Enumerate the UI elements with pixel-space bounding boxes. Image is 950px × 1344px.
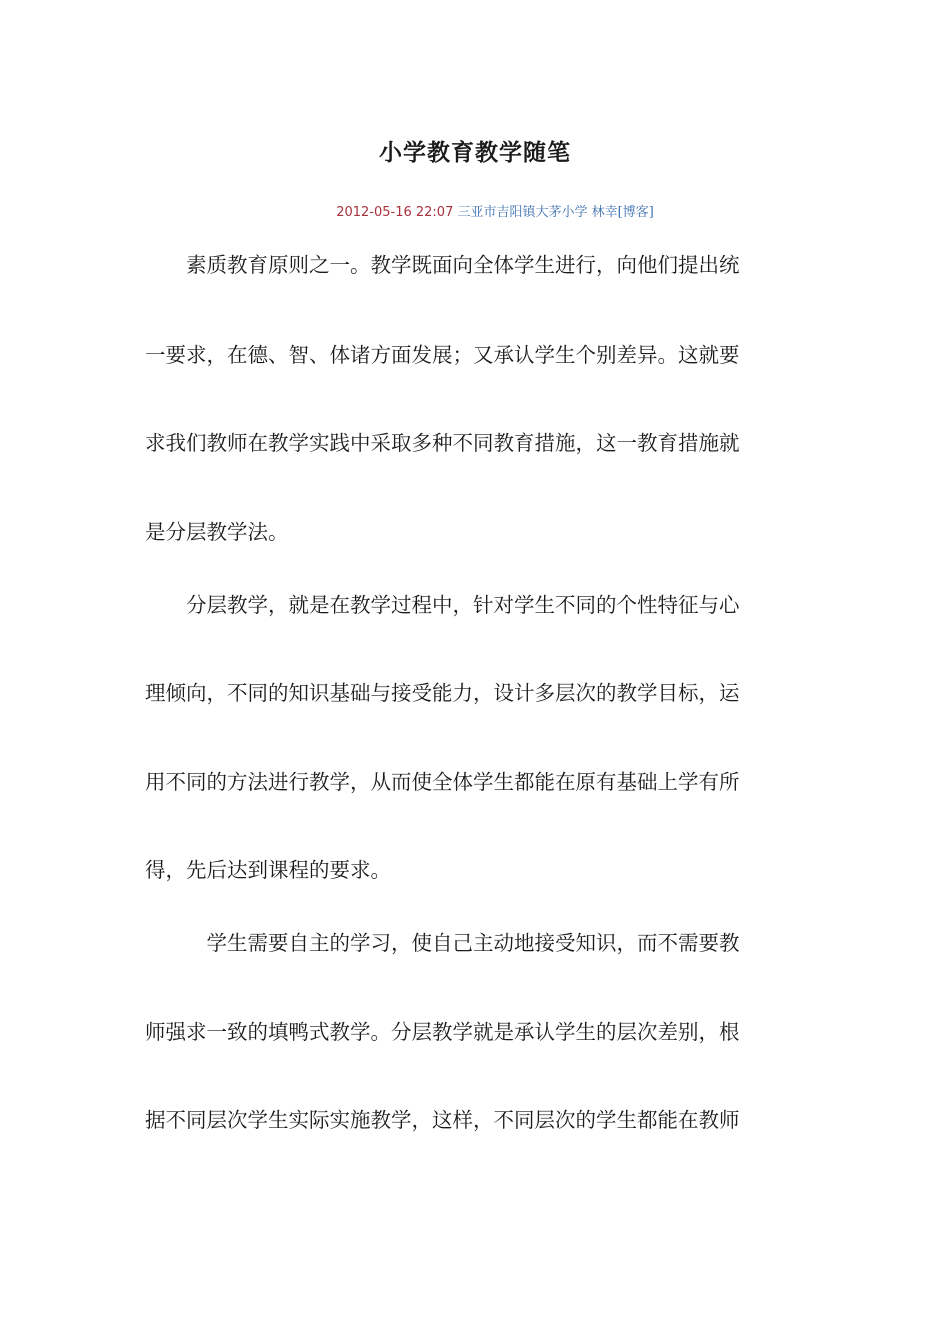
blog-bracket-close: ] — [648, 205, 654, 220]
article-title: 小学教育教学随笔 — [379, 139, 571, 166]
body-line: 理倾向，不同的知识基础与接受能力，设计多层次的教学目标，运 — [145, 681, 740, 705]
body-line: 师强求一致的填鸭式教学。分层教学就是承认学生的层次差别，根 — [145, 1020, 740, 1044]
body-line: 得，先后达到课程的要求。 — [145, 858, 391, 882]
body-line: 一要求，在德、智、体诸方面发展；又承认学生个别差异。这就要 — [145, 343, 740, 367]
body-line: 求我们教师在教学实践中采取多种不同教育措施，这一教育措施就 — [145, 431, 740, 455]
body-line: 是分层教学法。 — [145, 520, 289, 544]
author-source: 三亚市吉阳镇大茅小学 林幸 — [453, 205, 618, 220]
body-line: 素质教育原则之一。教学既面向全体学生进行，向他们提出统 — [145, 253, 740, 277]
body-line: 据不同层次学生实际实施教学，这样，不同层次的学生都能在教师 — [145, 1108, 740, 1132]
blog-bracket-open: [ — [617, 205, 623, 220]
body-line: 用不同的方法进行教学，从而使全体学生都能在原有基础上学有所 — [145, 770, 740, 794]
body-line: 分层教学，就是在教学过程中，针对学生不同的个性特征与心 — [145, 593, 740, 617]
blog-link[interactable]: 博客 — [622, 205, 649, 220]
body-line: 学生需要自主的学习，使自己主动地接受知识，而不需要教 — [145, 931, 740, 955]
publish-date: 2012-05-16 22:07 — [336, 205, 454, 220]
article-meta — [0, 201, 950, 220]
